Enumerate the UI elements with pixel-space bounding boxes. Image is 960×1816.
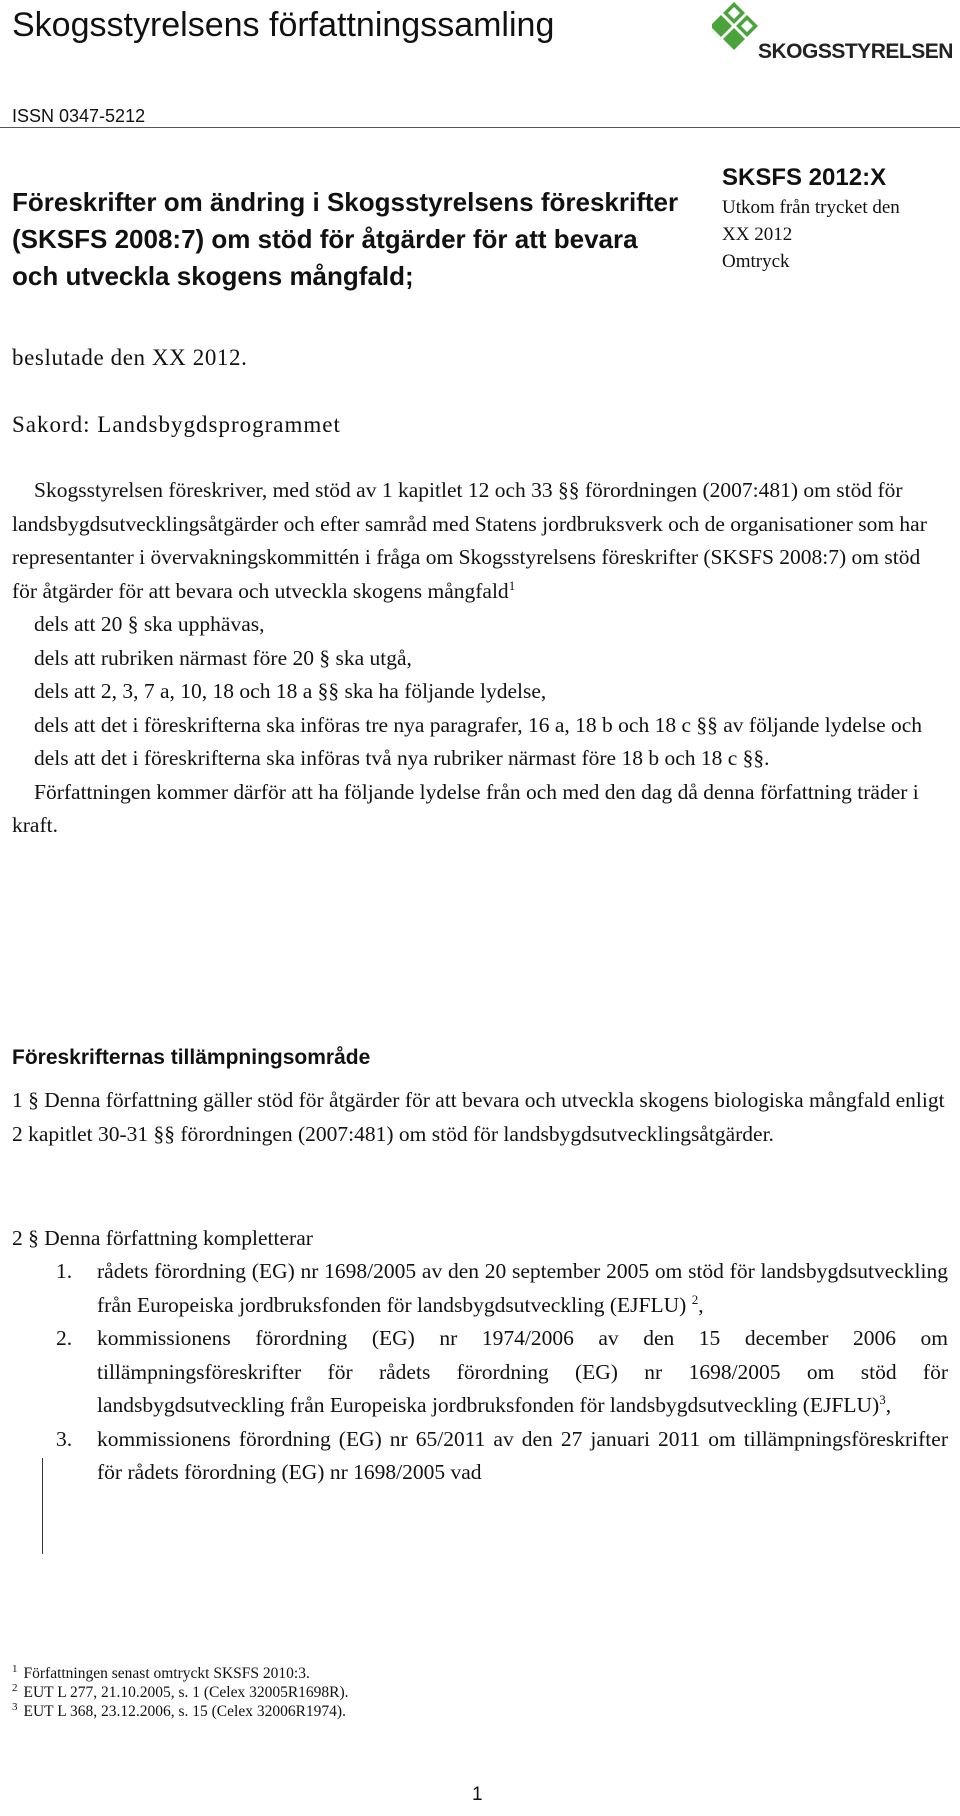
publication-info	[722, 162, 900, 275]
section-heading: Föreskrifternas tillämpningsområde	[12, 1046, 371, 1069]
document-title: Föreskrifter om ändring i Skogsstyrelsens föreskrifter (SKSFS 2008:7) om stöd för åtgärder för att bevara och utveckla skogens mångfald;	[12, 187, 679, 291]
intro-block	[12, 474, 948, 843]
list-item: 2. kommissionens förordning (EG) nr 1974/2006 av den 15 december 2006 om tillämpningsföreskrifter för rådets förordning (EG) nr 1698/2005 om stöd för landsbygdsutveckling från Europeiska jordbruksfonden för landsbygdsutveckling (EJFLU)$^3$,	[12, 1322, 948, 1423]
page-number: 1	[472, 1784, 483, 1805]
closing-paragraph: Författningen kommer därför att ha följande lydelse från och med den dag då denna författning träder i kraft.	[12, 779, 919, 837]
reprint-label: Omtryck	[722, 251, 790, 272]
issn: ISSN 0347-5212	[12, 106, 146, 126]
list-item: 1. rådets förordning (EG) nr 1698/2005 av den 20 september 2005 om stöd för landsbygdsutveckling från Europeiska jordbruksfonden för landsbygdsutveckling (EJFLU) $^2$,	[12, 1255, 948, 1322]
footnote-ref: 3	[879, 1391, 886, 1407]
change-bar	[42, 1458, 43, 1554]
intro-paragraph: Skogsstyrelsen föreskriver, med stöd av 1 kapitlet 12 och 33 §§ förordningen (2007:481) om stöd för landsbygdsutvecklingsåtgärder och efter samråd med Statens jordbruksverk och de organisationer som har representanter i övervakningskommittén i fråga om Skogsstyrelsens föreskrifter (SKSFS 2008:7) om stöd för åtgärder för att bevara och utveckla skogens mångfald$^1$	[12, 478, 927, 603]
dels-item: dels att det i föreskrifterna ska införas tre nya paragrafer, 16 a, 18 b och 18 c §§ av följande lydelse och	[34, 712, 923, 737]
footnote: $^3$ EUT L 368, 23.12.2006, s. 15 (Celex 32006R1974).	[12, 1700, 346, 1720]
footnote-ref: 1	[508, 577, 516, 593]
series-title: Skogsstyrelsens författningssamling	[12, 6, 555, 44]
list-number: 3.	[56, 1426, 73, 1451]
list-number: 2.	[56, 1326, 73, 1350]
list-item: 3. kommissionens förordning (EG) nr 65/2011 av den 27 januari 2011 om tillämpningsföreskrifter för rådets förordning (EG) nr 1698/2005 vad	[12, 1423, 948, 1490]
skogsstyrelsen-logo	[712, 2, 953, 63]
dels-item: dels att rubriken närmast före 20 § ska utgå,	[34, 645, 412, 670]
regulation-list	[12, 1255, 948, 1490]
dels-item: dels att 20 § ska upphävas,	[34, 612, 265, 636]
logo-text: SKOGSSTYRELSEN	[758, 40, 953, 63]
footnote-ref: 2	[691, 1291, 699, 1307]
footnotes	[12, 1664, 349, 1721]
header-rule	[0, 127, 960, 128]
footnote: $^1$ Författningen senast omtryckt SKSFS 2010:3.	[12, 1662, 310, 1682]
subject-keyword: Sakord: Landsbygdsprogrammet	[12, 412, 341, 437]
footnote: $^2$ EUT L 277, 21.10.2005, s. 1 (Celex 32005R1698R).	[12, 1681, 349, 1701]
published-label: Utkom från trycket den	[722, 197, 900, 218]
paragraph-1: 1 § Denna författning gäller stöd för åtgärder för att bevara och utveckla skogens biologiska mångfald enligt 2 kapitlet 30-31 §§ förordningen (2007:481) om stöd för landsbygdsutvecklingsåtgärder.	[12, 1088, 945, 1146]
dels-item: dels att det i föreskrifterna ska införas två nya rubriker närmast före 18 b och 18 c §§.	[34, 746, 770, 770]
sksfs-number: SKSFS 2012:X	[722, 164, 887, 191]
list-number: 1.	[56, 1259, 73, 1283]
published-date: XX 2012	[722, 224, 793, 245]
paragraph-2: 2 § Denna författning kompletterar	[12, 1226, 313, 1250]
decision-date: beslutade den XX 2012.	[12, 345, 248, 370]
dels-item: dels att 2, 3, 7 a, 10, 18 och 18 a §§ ska ha följande lydelse,	[34, 679, 547, 703]
